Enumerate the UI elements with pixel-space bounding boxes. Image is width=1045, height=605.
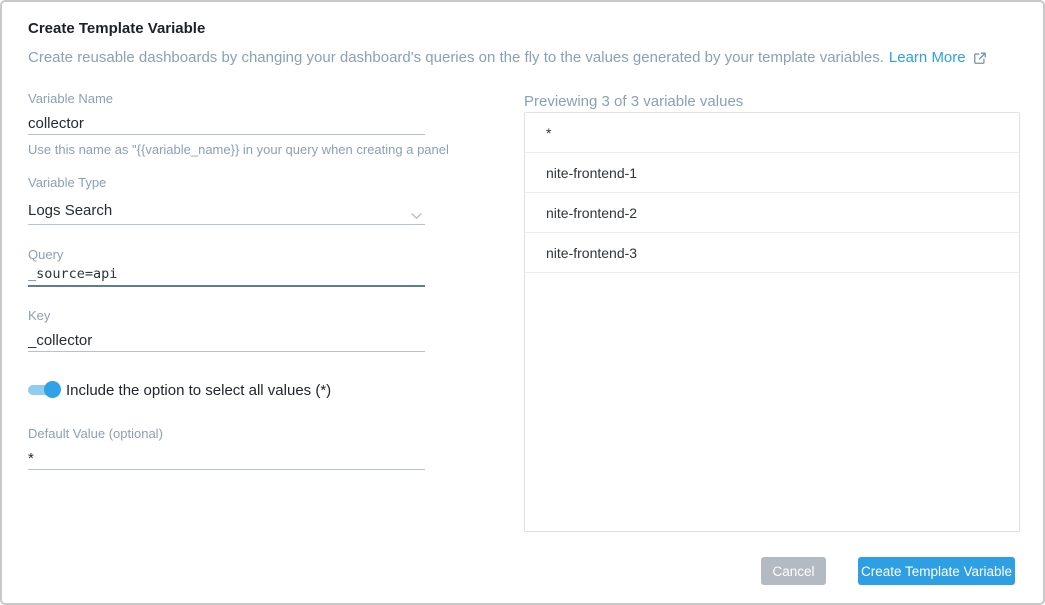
variable-name-hint: Use this name as "{{variable_name}} in your query when creating a panel (28, 142, 449, 157)
page-title: Create Template Variable (28, 20, 206, 37)
include-all-values-toggle[interactable] (28, 385, 58, 395)
default-value-input[interactable] (28, 447, 425, 470)
variable-name-input[interactable] (28, 112, 425, 135)
preview-values-panel (524, 112, 1020, 532)
variable-type-label: Variable Type (28, 175, 107, 190)
include-all-values-label: Include the option to select all values (*) (66, 382, 332, 399)
preview-title: Previewing 3 of 3 variable values (524, 93, 744, 110)
learn-more-link[interactable]: Learn More (888, 49, 966, 66)
chevron-down-icon (411, 207, 422, 224)
toggle-thumb (44, 381, 61, 398)
external-link-icon[interactable] (973, 51, 987, 65)
preview-row: nite-frontend-2 (525, 193, 1019, 233)
dialog-description (28, 49, 1023, 66)
key-label: Key (28, 308, 51, 323)
key-input[interactable] (28, 329, 425, 352)
query-label: Query (28, 247, 64, 262)
preview-row: nite-frontend-3 (525, 233, 1019, 273)
variable-type-select[interactable] (28, 202, 425, 225)
default-value-label: Default Value (optional) (28, 426, 163, 441)
variable-type-value: Logs Search (28, 202, 113, 219)
description-text: Create reusable dashboards by changing your dashboard's queries on the fly to the values generated by your template variables. (28, 49, 884, 66)
cancel-button[interactable]: Cancel (761, 557, 826, 585)
query-input[interactable] (28, 263, 425, 287)
preview-row: * (525, 113, 1019, 153)
preview-row: nite-frontend-1 (525, 153, 1019, 193)
create-template-variable-button[interactable]: Create Template Variable (858, 557, 1015, 585)
variable-name-label: Variable Name (28, 91, 114, 106)
